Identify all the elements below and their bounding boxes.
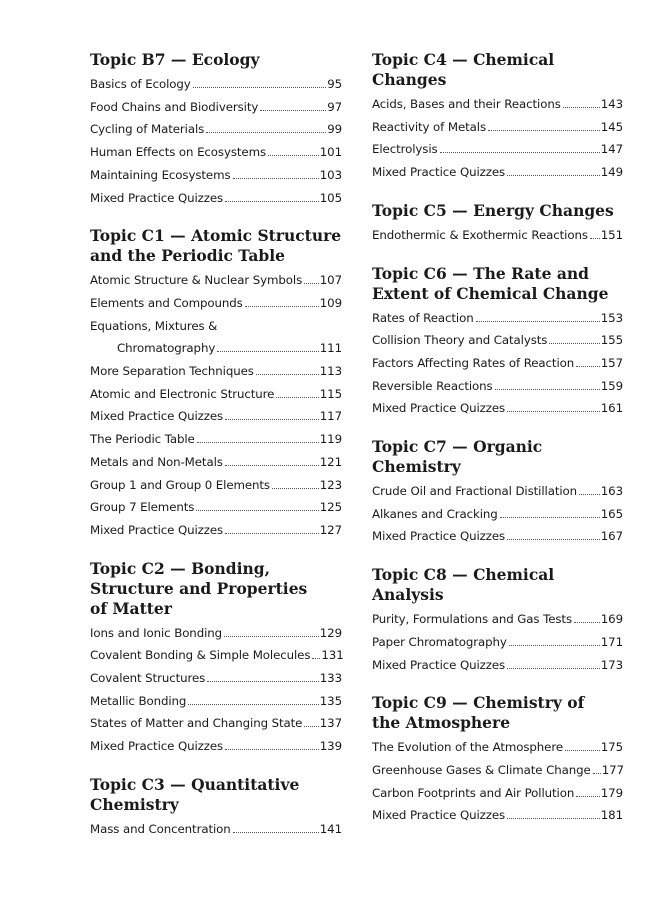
topic-title-line: Topic C5 — Energy Changes bbox=[372, 200, 614, 220]
topic-title-line: Topic C6 — The Rate and bbox=[372, 263, 589, 283]
toc-entry-label: Group 1 and Group 0 Elements bbox=[90, 477, 270, 492]
topic-title-line: Topic C3 — Quantitative bbox=[90, 774, 300, 794]
toc-entry[interactable] bbox=[372, 480, 623, 503]
dot-leader bbox=[206, 132, 326, 133]
dot-leader bbox=[593, 773, 601, 774]
toc-entry-label: Reactivity of Metals bbox=[372, 119, 486, 134]
toc-page-number: 135 bbox=[319, 693, 342, 708]
dot-leader bbox=[549, 343, 599, 344]
toc-entry-label: Equations, Mixtures & bbox=[90, 318, 218, 333]
topic-title-line: Topic C8 — Chemical bbox=[372, 565, 555, 585]
topic-section bbox=[372, 437, 623, 548]
toc-entry-label: More Separation Techniques bbox=[90, 364, 254, 379]
toc-entry[interactable] bbox=[90, 118, 342, 141]
toc-entry-label: Group 7 Elements bbox=[90, 500, 195, 515]
dot-leader bbox=[245, 306, 319, 307]
topic-section bbox=[372, 264, 623, 421]
topic-title-line: the Atmosphere bbox=[372, 713, 511, 733]
dot-leader bbox=[196, 510, 318, 511]
toc-page-number: 97 bbox=[327, 99, 342, 114]
toc-entry[interactable] bbox=[372, 116, 623, 139]
dot-leader bbox=[507, 539, 600, 540]
toc-entry-label: Electrolysis bbox=[372, 142, 438, 157]
toc-page-number: 159 bbox=[600, 378, 623, 393]
topic-section bbox=[90, 775, 342, 841]
toc-page-number: 105 bbox=[319, 190, 342, 205]
toc-entry[interactable] bbox=[90, 383, 342, 406]
toc-entry[interactable] bbox=[90, 360, 342, 383]
toc-entry-label: Endothermic & Exothermic Reactions bbox=[372, 227, 588, 242]
dot-leader bbox=[217, 351, 319, 352]
toc-entry-label: Reversible Reactions bbox=[372, 378, 493, 393]
topic-title-line: Structure and Properties bbox=[90, 578, 308, 598]
toc-entry[interactable] bbox=[372, 804, 623, 827]
topic-title bbox=[90, 50, 342, 70]
toc-entry-label: Carbon Footprints and Air Pollution bbox=[372, 785, 575, 800]
dot-leader bbox=[225, 749, 319, 750]
toc-page-number: 141 bbox=[319, 821, 342, 836]
topic-title bbox=[372, 264, 623, 304]
topic-title-line: Extent of Chemical Change bbox=[372, 283, 609, 303]
topic-section bbox=[372, 693, 623, 827]
toc-entry[interactable] bbox=[90, 690, 342, 713]
toc-entry-label-continued: Chromatography bbox=[117, 341, 216, 356]
toc-page-number: 181 bbox=[600, 808, 623, 823]
toc-entry-label: Paper Chromatography bbox=[372, 634, 507, 649]
toc-page-number: 139 bbox=[319, 739, 342, 754]
topic-section bbox=[90, 50, 342, 209]
toc-entry-label: Mixed Practice Quizzes bbox=[90, 522, 224, 537]
topic-title-line: Topic C1 — Atomic Structure bbox=[90, 226, 342, 246]
dot-leader bbox=[507, 818, 600, 819]
dot-leader bbox=[576, 796, 600, 797]
dot-leader bbox=[193, 87, 327, 88]
toc-entry[interactable] bbox=[372, 224, 623, 247]
topic-title bbox=[90, 226, 342, 266]
toc-entry[interactable] bbox=[90, 315, 342, 360]
dot-leader bbox=[225, 201, 319, 202]
toc-entry-label: Mixed Practice Quizzes bbox=[372, 401, 506, 416]
topic-title bbox=[372, 565, 623, 605]
toc-page-number: 145 bbox=[600, 119, 623, 134]
toc-entry-label: Purity, Formulations and Gas Tests bbox=[372, 612, 572, 627]
toc-entry[interactable] bbox=[372, 375, 623, 398]
toc-page-number: 155 bbox=[600, 333, 623, 348]
toc-page-number: 121 bbox=[319, 454, 342, 469]
toc-entry[interactable] bbox=[372, 608, 623, 631]
toc-entry[interactable] bbox=[90, 428, 342, 451]
toc-page-number: 149 bbox=[600, 165, 623, 180]
toc-entry-label: Mixed Practice Quizzes bbox=[372, 657, 506, 672]
toc-page-number: 177 bbox=[601, 762, 624, 777]
toc-entry[interactable] bbox=[90, 622, 342, 645]
dot-leader bbox=[225, 419, 319, 420]
toc-page-number: 143 bbox=[600, 97, 623, 111]
toc-entry-label: Metals and Non-Metals bbox=[90, 454, 223, 469]
toc-entry-label: Acids, Bases and their Reactions bbox=[372, 97, 561, 111]
topic-section bbox=[372, 565, 623, 676]
dot-leader bbox=[197, 442, 319, 443]
toc-page-number: 115 bbox=[319, 386, 342, 401]
dot-leader bbox=[304, 726, 318, 727]
toc-entry[interactable] bbox=[372, 759, 623, 782]
toc-entry[interactable] bbox=[90, 451, 342, 474]
toc-entry[interactable] bbox=[372, 503, 623, 526]
toc-entry[interactable] bbox=[372, 525, 623, 548]
toc-page-number: 127 bbox=[319, 522, 342, 537]
topic-section bbox=[372, 50, 623, 184]
toc-entry-label: States of Matter and Changing State bbox=[90, 716, 303, 731]
toc-entry[interactable] bbox=[372, 307, 623, 330]
topic-title bbox=[372, 693, 623, 733]
dot-leader bbox=[509, 645, 600, 646]
toc-entry-label: Covalent Structures bbox=[90, 671, 206, 686]
topic-title bbox=[372, 50, 623, 90]
toc-entry[interactable] bbox=[90, 269, 342, 292]
toc-entry-label: Mass and Concentration bbox=[90, 821, 231, 836]
dot-leader bbox=[495, 389, 600, 390]
topic-title-line: Changes bbox=[372, 70, 447, 89]
toc-page-number: 95 bbox=[327, 77, 342, 91]
toc-page-number: 117 bbox=[319, 409, 342, 424]
dot-leader bbox=[507, 175, 600, 176]
toc-page-number: 109 bbox=[319, 295, 342, 310]
toc-entry-label: Mixed Practice Quizzes bbox=[90, 190, 224, 205]
dot-leader bbox=[207, 681, 319, 682]
toc-page-number: 163 bbox=[600, 484, 623, 499]
toc-entry[interactable] bbox=[372, 631, 623, 654]
toc-entry[interactable] bbox=[90, 141, 342, 164]
topic-title bbox=[372, 201, 623, 221]
dot-leader bbox=[500, 517, 600, 518]
toc-entry[interactable] bbox=[372, 654, 623, 677]
dot-leader bbox=[225, 465, 319, 466]
dot-leader bbox=[565, 750, 600, 751]
toc-page-number: 133 bbox=[319, 671, 342, 686]
toc-entry-label: Greenhouse Gases & Climate Change bbox=[372, 762, 591, 777]
topic-title-line: Analysis bbox=[372, 585, 444, 605]
toc-entry[interactable] bbox=[90, 644, 342, 667]
topic-title-line: Chemistry bbox=[90, 794, 179, 814]
dot-leader bbox=[476, 321, 600, 322]
dot-leader bbox=[312, 658, 320, 659]
toc-entry[interactable] bbox=[372, 782, 623, 805]
toc-entry[interactable] bbox=[90, 735, 342, 758]
dot-leader bbox=[563, 107, 600, 108]
topic-section bbox=[90, 559, 342, 758]
toc-entry[interactable] bbox=[90, 712, 342, 735]
toc-entry[interactable] bbox=[90, 405, 342, 428]
toc-entry-label: Covalent Bonding & Simple Molecules bbox=[90, 648, 311, 663]
topic-title bbox=[90, 559, 342, 619]
dot-leader bbox=[233, 178, 319, 179]
toc-entry-label: Atomic Structure & Nuclear Symbols bbox=[90, 273, 303, 288]
toc-entry[interactable] bbox=[90, 474, 342, 497]
toc-entry-label: Food Chains and Biodiversity bbox=[90, 99, 259, 114]
toc-entry-label: Collision Theory and Catalysts bbox=[372, 333, 548, 348]
dot-leader bbox=[256, 374, 319, 375]
toc-entry-label: Alkanes and Cracking bbox=[372, 506, 498, 521]
toc-entry[interactable] bbox=[372, 329, 623, 352]
dot-leader bbox=[304, 283, 319, 284]
toc-right-column bbox=[372, 50, 623, 844]
toc-left-column bbox=[90, 50, 342, 858]
toc-page-number: 153 bbox=[600, 310, 623, 325]
toc-page-number: 137 bbox=[319, 716, 342, 731]
toc-entry-label: The Periodic Table bbox=[90, 432, 195, 447]
toc-entry[interactable] bbox=[90, 818, 342, 841]
topic-title-line: Topic C9 — Chemistry of bbox=[372, 693, 585, 713]
toc-page-number: 107 bbox=[319, 273, 342, 288]
dot-leader bbox=[507, 668, 600, 669]
topic-title bbox=[90, 775, 342, 815]
toc-page-number: 173 bbox=[600, 657, 623, 672]
toc-entry[interactable] bbox=[372, 397, 623, 420]
toc-entry-label: Atomic and Electronic Structure bbox=[90, 386, 275, 401]
dot-leader bbox=[276, 397, 318, 398]
toc-entry[interactable] bbox=[90, 667, 342, 690]
dot-leader bbox=[272, 488, 319, 489]
toc-entry[interactable] bbox=[90, 496, 342, 519]
toc-page-number: 169 bbox=[600, 612, 623, 627]
toc-entry[interactable] bbox=[372, 736, 623, 759]
dot-leader bbox=[507, 411, 600, 412]
toc-page-number: 123 bbox=[319, 477, 342, 492]
topic-title-line: Topic C4 — Chemical bbox=[372, 50, 555, 69]
toc-entry-label: Mixed Practice Quizzes bbox=[372, 808, 506, 823]
dot-leader bbox=[188, 704, 319, 705]
topic-title-line: Topic C7 — Organic bbox=[372, 437, 543, 457]
toc-entry-label: Basics of Ecology bbox=[90, 77, 191, 91]
toc-page-number: 131 bbox=[321, 648, 344, 663]
toc-page-number: 101 bbox=[319, 145, 342, 160]
toc-entry-label: Mixed Practice Quizzes bbox=[372, 165, 506, 180]
toc-page-number: 111 bbox=[319, 341, 342, 356]
topic-section bbox=[372, 201, 623, 247]
toc-entry[interactable] bbox=[90, 73, 342, 96]
toc-entry-label: Crude Oil and Fractional Distillation bbox=[372, 484, 578, 499]
topic-title-line: Topic B7 — Ecology bbox=[90, 50, 260, 69]
dot-leader bbox=[574, 622, 600, 623]
toc-entry[interactable] bbox=[90, 96, 342, 119]
topic-title bbox=[372, 437, 623, 477]
toc-page-number: 129 bbox=[319, 625, 342, 640]
topic-title-line: Chemistry bbox=[372, 457, 461, 477]
toc-entry[interactable] bbox=[372, 161, 623, 184]
dot-leader bbox=[579, 494, 600, 495]
toc-page-number: 161 bbox=[600, 401, 623, 416]
topic-title-line: and the Periodic Table bbox=[90, 246, 285, 266]
dot-leader bbox=[268, 155, 319, 156]
toc-entry-label: Metallic Bonding bbox=[90, 693, 187, 708]
toc-entry[interactable] bbox=[90, 519, 342, 542]
topic-title-line: of Matter bbox=[90, 598, 172, 618]
toc-page-number: 147 bbox=[600, 142, 623, 157]
toc-entry-label: Mixed Practice Quizzes bbox=[372, 529, 506, 544]
toc-page-number: 99 bbox=[327, 122, 342, 137]
dot-leader bbox=[260, 110, 326, 111]
toc-page-number: 167 bbox=[600, 529, 623, 544]
toc-page-number: 179 bbox=[600, 785, 623, 800]
toc-entry-label: Mixed Practice Quizzes bbox=[90, 409, 224, 424]
toc-entry-label: Cycling of Materials bbox=[90, 122, 205, 137]
toc-page-number: 171 bbox=[600, 634, 623, 649]
toc-entry[interactable] bbox=[372, 138, 623, 161]
toc-entry-label: Ions and Ionic Bonding bbox=[90, 625, 223, 640]
toc-entry-label: The Evolution of the Atmosphere bbox=[372, 740, 563, 755]
toc-entry[interactable] bbox=[90, 187, 342, 210]
dot-leader bbox=[590, 238, 600, 239]
dot-leader bbox=[440, 152, 600, 153]
toc-entry-label: Rates of Reaction bbox=[372, 310, 474, 325]
topic-title-line: Topic C2 — Bonding, bbox=[90, 558, 271, 578]
topic-section bbox=[90, 226, 342, 541]
toc-page-number: 119 bbox=[319, 432, 342, 447]
dot-leader bbox=[224, 636, 319, 637]
toc-entry[interactable] bbox=[372, 93, 623, 116]
toc-entry[interactable] bbox=[90, 164, 342, 187]
toc-entry-label: Mixed Practice Quizzes bbox=[90, 739, 224, 754]
toc-page-number: 151 bbox=[600, 227, 623, 242]
dot-leader bbox=[233, 832, 319, 833]
dot-leader bbox=[488, 130, 600, 131]
toc-page-number: 113 bbox=[319, 364, 342, 379]
toc-page-number: 125 bbox=[319, 500, 342, 515]
toc-entry[interactable] bbox=[90, 292, 342, 315]
toc-entry-label: Factors Affecting Rates of Reaction bbox=[372, 355, 575, 370]
toc-page-number: 175 bbox=[600, 740, 623, 755]
toc-entry[interactable] bbox=[372, 352, 623, 375]
toc-page-number: 103 bbox=[319, 167, 342, 182]
toc-page-number: 157 bbox=[600, 355, 623, 370]
toc-page-number: 165 bbox=[600, 506, 623, 521]
toc-entry-label: Human Effects on Ecosystems bbox=[90, 145, 267, 160]
toc-entry-label: Elements and Compounds bbox=[90, 295, 243, 310]
toc-entry-label: Maintaining Ecosystems bbox=[90, 167, 231, 182]
dot-leader bbox=[225, 533, 319, 534]
dot-leader bbox=[576, 366, 600, 367]
